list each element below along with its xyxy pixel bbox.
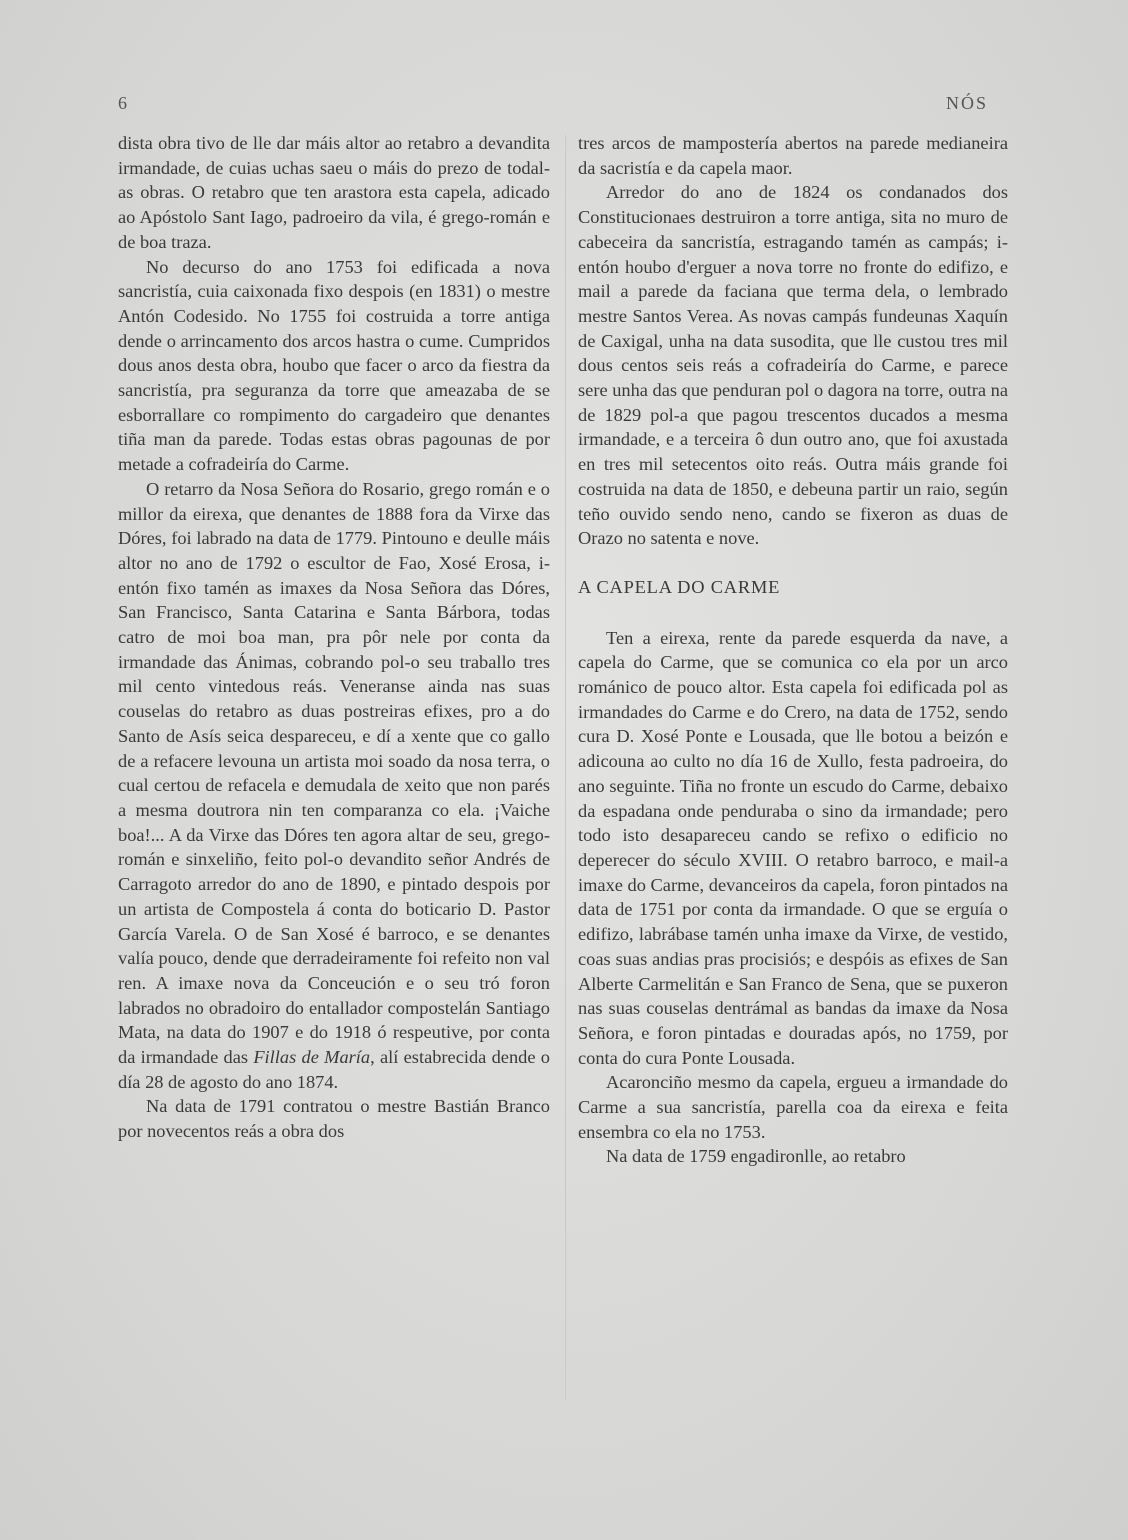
column-divider (565, 135, 566, 1400)
paragraph: Na data de 1759 engadironlle, ao retabro (606, 1146, 906, 1167)
paragraph-text: , alí estabrecida dende o día 28 de agosto do ano 1874. (118, 1047, 550, 1092)
section-heading: A CAPELA DO CARME (578, 576, 781, 597)
paragraph: Acaronciño mesmo da capela, ergueu a irmandade do Carme a sua sancristía, parella coa da eirexa e feita ensembra co ela no 1753. (578, 1072, 1008, 1142)
right-column (578, 131, 1008, 1169)
paragraph: tres arcos de mampostería abertos na parede medianeira da sacristía e da capela maor. (578, 133, 1008, 178)
paragraph: Arredor do ano de 1824 os condanados dos Constitucionaes destruiron a torre antiga, sita no muro de cabeceira da sancristía, estragando tamén as campás; i-entón houbo d'erguer a nova torre no fronte do edifizo, e mail a parede da faciana que terma dela, o lembrado mestre Santos Verea. As novas campás fundeunas Xaquín de Caxigal, unha na data susodita, que lle custou tres mil dous centos seis reás a cofradeiría do Carme, e parece sere unha das que penduran pol o dagora na torre, outra na de 1829 pol-a que pagou trescentos ducados a mesma irmandade, e a terceira ô dun outro ano, que foi axustada en tres mil setecentos oito reás. Outra máis grande foi costruida na data de 1850, e debeuna partir un raio, según teño ouvido sendo neno, cando se fixeron as duas de Orazo no satenta e nove. (578, 182, 1008, 549)
page-number: 6 (118, 93, 128, 113)
page-header (118, 93, 988, 123)
left-column (118, 131, 550, 1144)
italic-title: Fillas de María (253, 1047, 371, 1068)
paragraph-text: O retarro da Nosa Señora do Rosario, grego román e o millor da eirexa, que denantes de 1888 fora da Virxe das Dóres, foi labrado na data de 1779. Pintouno e deulle máis altor no ano de 1792 o escultor de Fao, Xosé Erosa, i-entón fixo tamén as imaxes da Nosa Señora das Dóres, San Francisco, Santa Catarina e Santa Bárbora, todas catro de moi boa man, pra pôr nele por conta da irmandade das Ánimas, cobrando pol-o seu traballo tres mil cento vintedous reás. Veneranse ainda nas suas couselas do retabro as duas postreiras efixes, pro a do Santo de Asís seica despareceu, e dí a xente que co gallo de a refacere levouna un artista moi soado da nosa terra, o cual certou de refacela e demudala de xeito que non parés a mesma doutrora nin ten comparanza co ela. ¡Vaiche boa!... A da Virxe das Dóres ten agora altar de seu, grego-román e sinxeliño, feito pol-o devandito señor Andrés de Carragoto arredor do ano de 1890, e pintado despois por un artista de Compostela á conta do boticario D. Pastor García Varela. O de San Xosé é barroco, e se denantes valía pouco, dende que derradeiramente foi refeito non val ren. A imaxe nova da Conceución e o seu tró foron labrados no obradoiro do entallador compostelán Santiago Mata, na data do 1907 e do 1918 ó respeutive, por conta da irmandade das (118, 478, 550, 1068)
paragraph (118, 477, 550, 1095)
paragraph: No decurso do ano 1753 foi edificada a nova sancristía, cuia caixonada fixo despois (en 1831) o mestre Antón Codesido. No 1755 foi costruida a torre antiga dende o arrincamento dos arcos hastra o cume. Cumpridos dous anos desta obra, houbo que facer o arco da fiestra da sancristía, pra seguranza da torre que ameazaba de se esborrallare co rompimento do cargadeiro que denantes tiña man da parede. Todas estas obras pagounas de por metade a cofradeiría do Carme. (118, 256, 550, 475)
paragraph: Na data de 1791 contratou o mestre Bastián Branco por novecentos reás a obra dos (118, 1096, 550, 1142)
paragraph: dista obra tivo de lle dar máis altor ao retabro a devandita irmandade, de cuias uchas saeu o máis do prezo de todal-as obras. O retabro que ten arastora esta capela, adicado ao Apóstolo Sant Iago, padroeiro da vila, é grego-román e de boa traza. (118, 133, 550, 252)
running-title: NÓS (945, 93, 988, 113)
paragraph: Ten a eirexa, rente da parede esquerda da nave, a capela do Carme, que se comunica co ela por un arco románico de pouco altor. Esta capela foi edificada pol as irmandades do Carme e do Crero, na data de 1752, sendo cura D. Xosé Ponte e Lousada, que lle botou a beizón e adicouna ao culto no día 16 de Xullo, festa padroeira, do ano seguinte. Tiña no fronte un escudo do Carme, debaixo da espadana onde penduraba o sino da irmandade; pero todo isto desapareceu cando se refixo o edificio no deperecer do século XVIII. O retabro barroco, e mail-a imaxe do Carme, devanceiros da capela, foron pintados na data de 1751 por conta da irmandade. O que se erguía o edifizo, labrábase tamén unha imaxe da Virxe, de vestido, coas suas andias pras procisiós; e despóis as efixes de San Alberte Carmelitán e San Franco de Sena, que se puxeron nas suas couselas dentrámal as bandas da imaxe da Nosa Señora, e foron pintadas e douradas após, no 1759, por conta do cura Ponte Lousada. (578, 627, 1008, 1068)
